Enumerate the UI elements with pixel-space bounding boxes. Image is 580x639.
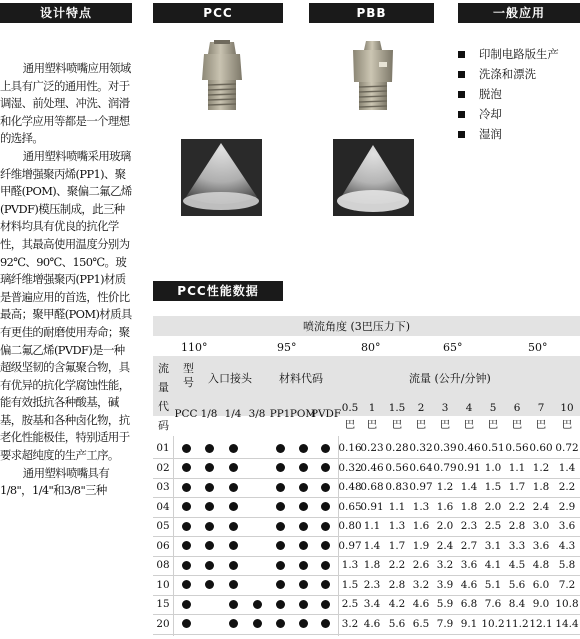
availability-dot [321,522,330,531]
flow-code: 04 [156,500,170,513]
pbb-header: PBB [309,3,434,23]
availability-dot [182,483,191,492]
availability-dot [321,502,330,511]
flow-code: 03 [156,481,170,493]
flow-value: 1.5 [341,578,359,591]
row-divider [153,478,580,479]
pcc-spray-image [181,139,262,216]
pressure-unit: 巴 [439,419,451,431]
row-divider [153,517,580,518]
flow-value: 0.51 [481,442,505,454]
paragraph-1: 通用塑料喷嘴应用领域上具有广泛的通用性。对于调湿、前处理、冲洗、润滑和化学应用等都是一个理想的选择。 [0,61,131,146]
availability-dot [182,541,191,550]
flow-code-label: 码 [158,419,169,432]
flow-value: 6.0 [532,578,550,591]
availability-dot [321,600,330,609]
row-divider [153,556,580,557]
flow-value: 1.6 [412,520,430,532]
sub-header: PP1 [269,408,291,420]
availability-dot [276,619,285,628]
spray-angle: 65° [443,341,463,354]
flow-value: 0.65 [338,500,362,513]
availability-dot [321,541,330,550]
availability-dot [182,580,191,589]
availability-dot [205,561,214,570]
availability-dot [321,619,330,628]
pressure-unit: 巴 [487,419,499,431]
flow-value: 1.4 [558,461,576,474]
paragraph-2: 通用塑料喷嘴采用玻璃纤维增强聚丙烯(PP1)、聚甲醛(POM)、聚偏二氟乙烯(PVDF)模压制成，此三种材料均具有优良的抗化学性，其最高使用温度分别为92℃、90℃、150℃。玻璃纤维增强聚丙(PP1)材质是普遍应用的首选，性价比最高；聚甲醛(POM)材质具有更佳的耐磨使用寿命；聚偏二氟乙烯(PVDF)是一种超级坚韧的含氟聚合物，具有优异的抗化学腐蚀性能，能有效抵抗各种酸基，碱基，胺基和各种卤化物，抗老化性能极佳，特别适用于要求超纯度的生产工序。 [0,148,132,463]
availability-dot [276,600,285,609]
flow-value: 4.6 [363,617,381,630]
square-bullet-icon [458,131,465,138]
flow-value: 2.2 [558,481,576,493]
flow-value: 0.68 [360,481,384,493]
availability-dot [205,463,214,472]
pressure-value: 6 [513,402,521,414]
flow-value: 9.1 [460,617,478,630]
pressure-unit: 巴 [415,419,427,431]
availability-dot [205,502,214,511]
pressure-value: 4 [465,402,473,414]
availability-dot [276,502,285,511]
sub-header: POM [289,408,317,420]
availability-dot [229,502,238,511]
flow-value: 0.32 [338,461,362,474]
general-applications-header: 一般应用 [458,3,580,23]
flow-value: 4.6 [460,578,478,591]
flow-value: 1.3 [341,559,359,571]
availability-dot [229,561,238,570]
row-divider [153,497,580,498]
flow-value: 4.2 [388,598,406,610]
flow-value: 0.46 [360,461,384,474]
pressure-value: 1 [368,402,376,414]
flow-code-label: 代 [158,400,169,413]
availability-dot [299,463,308,472]
flow-value: 2.8 [508,520,526,532]
flow-value: 0.91 [457,461,481,474]
flow-code: 01 [156,442,170,454]
sub-header: PCC [174,408,198,420]
flow-value: 1.8 [363,559,381,571]
pbb-nozzle-image [348,40,398,112]
availability-dot [299,502,308,511]
flow-code: 20 [156,617,170,630]
availability-dot [253,600,262,609]
flow-code: 06 [156,539,170,552]
applications-list [458,44,559,144]
model-label: 号 [183,376,194,389]
paragraph-3: 通用塑料喷嘴具有1/8"，1/4"和3/8"三种 [0,465,110,498]
availability-dot [229,522,238,531]
flow-code: 02 [156,461,170,474]
pressure-value: 0.5 [341,402,359,414]
pressure-unit: 巴 [511,419,523,431]
flow-value: 0.83 [385,481,409,493]
flow-value: 2.3 [460,520,478,532]
flow-value: 8.4 [508,598,526,610]
flow-value: 1.3 [412,500,430,513]
material-label: 材料代码 [279,372,323,385]
square-bullet-icon [458,91,465,98]
flow-value: 4.5 [508,559,526,571]
availability-dot [229,541,238,550]
flow-value: 0.46 [457,442,481,454]
sub-header: 3/8 [248,408,266,420]
availability-dot [182,600,191,609]
row-divider [153,575,580,576]
flow-code-label: 流 [158,362,169,375]
flow-value: 3.2 [341,617,359,630]
flow-value: 2.7 [460,539,478,552]
availability-dot [276,483,285,492]
flow-code: 08 [156,559,170,571]
flow-value: 14.4 [555,617,579,630]
flow-value: 0.32 [409,442,433,454]
availability-dot [229,619,238,628]
flow-value: 7.6 [484,598,502,610]
spray-angle: 95° [277,341,297,354]
list-item: 洗涤和漂洗 [458,64,559,84]
flow-value: 0.80 [338,520,362,532]
flow-value: 3.2 [412,578,430,591]
flow-value: 0.39 [433,442,457,454]
flow-value: 7.2 [558,578,576,591]
flow-value: 4.3 [558,539,576,552]
availability-dot [182,502,191,511]
availability-dot [182,444,191,453]
flow-code-label: 量 [158,381,169,394]
flow-value: 2.4 [532,500,550,513]
availability-dot [321,463,330,472]
flow-code: 10 [156,578,170,591]
flow-value: 3.0 [532,520,550,532]
flow-value: 0.16 [338,442,362,454]
availability-dot [299,444,308,453]
availability-dot [229,444,238,453]
pressure-unit: 巴 [344,419,356,431]
list-item: 印制电路版生产 [458,44,559,64]
flow-value: 11.2 [505,617,529,630]
flow-value: 2.3 [363,578,381,591]
flow-value: 1.6 [436,500,454,513]
flow-value: 0.97 [338,539,362,552]
flow-value: 2.2 [508,500,526,513]
flow-value: 2.2 [388,559,406,571]
availability-dot [205,541,214,550]
flow-value: 1.9 [412,539,430,552]
availability-dot [321,561,330,570]
flow-value: 0.64 [409,461,433,474]
availability-dot [229,580,238,589]
availability-dot [182,522,191,531]
list-item: 湿润 [458,124,559,144]
pressure-unit: 巴 [535,419,547,431]
flow-value: 1.3 [388,520,406,532]
flow-value: 5.9 [436,598,454,610]
flow-value: 3.9 [436,578,454,591]
flow-value: 0.56 [385,461,409,474]
availability-dot [299,483,308,492]
flow-value: 2.4 [436,539,454,552]
flow-value: 0.60 [529,442,553,454]
flow-value: 3.3 [508,539,526,552]
availability-dot [229,600,238,609]
availability-dot [276,522,285,531]
spray-angle-title: 喷流角度 (3巴压力下) [303,320,411,333]
flow-value: 9.0 [532,598,550,610]
row-divider [153,536,580,537]
list-item: 脱泡 [458,84,559,104]
sub-header: 1/8 [200,408,218,420]
flow-value: 7.9 [436,617,454,630]
flow-value: 1.1 [508,461,526,474]
availability-dot [182,561,191,570]
performance-table [153,316,580,639]
flow-value: 1.4 [363,539,381,552]
flow-value: 0.72 [555,442,579,454]
flow-value: 0.97 [409,481,433,493]
flow-value: 4.6 [412,598,430,610]
availability-dot [205,444,214,453]
row-divider [153,458,580,459]
flow-value: 3.1 [484,539,502,552]
availability-dot [299,541,308,550]
availability-dot [182,619,191,628]
flow-value: 1.2 [532,461,550,474]
flow-value: 5.1 [484,578,502,591]
flow-value: 0.48 [338,481,362,493]
pcc-nozzle-image [196,40,248,112]
availability-dot [299,522,308,531]
flow-value: 0.23 [360,442,384,454]
flow-value: 1.4 [460,481,478,493]
row-divider [153,634,580,635]
availability-dot [321,483,330,492]
availability-dot [229,463,238,472]
flow-value: 2.5 [484,520,502,532]
flow-value: 1.5 [484,481,502,493]
availability-dot [253,619,262,628]
flow-value: 2.5 [341,598,359,610]
row-divider [153,595,580,596]
flow-value: 2.0 [436,520,454,532]
design-features-header: 设计特点 [0,3,132,23]
spray-angle: 50° [528,341,548,354]
sub-header: 1/4 [224,408,242,420]
flow-value: 4.1 [484,559,502,571]
square-bullet-icon [458,111,465,118]
availability-dot [299,580,308,589]
flow-value: 1.8 [460,500,478,513]
flow-value: 3.4 [363,598,381,610]
inlet-label: 入口接头 [208,372,252,385]
flow-value: 6.5 [412,617,430,630]
flow-value: 3.2 [436,559,454,571]
availability-dot [276,561,285,570]
flow-value: 0.56 [505,442,529,454]
flow-value: 1.8 [532,481,550,493]
availability-dot [299,619,308,628]
availability-dot [276,580,285,589]
flow-value: 3.6 [558,520,576,532]
availability-dot [182,463,191,472]
flow-value: 1.2 [436,481,454,493]
pressure-unit: 巴 [391,419,403,431]
pressure-value: 10 [560,402,574,414]
flow-value: 1.0 [484,461,502,474]
availability-dot [276,541,285,550]
availability-dot [205,483,214,492]
flow-value: 3.6 [460,559,478,571]
availability-dot [321,444,330,453]
model-label: 型 [183,362,194,375]
sub-header: PVDF [311,408,342,420]
flow-value: 4.8 [532,559,550,571]
flow-code: 15 [156,598,170,610]
pressure-unit: 巴 [561,419,573,431]
flow-value: 3.6 [532,539,550,552]
flow-value: 2.9 [558,500,576,513]
flow-value: 10.2 [481,617,505,630]
flow-value: 2.0 [484,500,502,513]
flow-value: 1.1 [388,500,406,513]
flow-value: 10.8 [555,598,579,610]
pressure-value: 1.5 [388,402,406,414]
row-divider [153,614,580,615]
pbb-spray-image [333,139,414,216]
availability-dot [276,463,285,472]
pressure-value: 3 [441,402,449,414]
list-item: 冷却 [458,104,559,124]
flow-label: 流量 (公升/分钟) [409,372,491,385]
spray-angle: 110° [181,341,208,354]
flow-code: 05 [156,520,170,532]
design-features-text [0,60,132,500]
availability-dot [276,444,285,453]
square-bullet-icon [458,71,465,78]
availability-dot [299,600,308,609]
flow-value: 5.6 [508,578,526,591]
pcc-header: PCC [153,3,283,23]
flow-value: 0.28 [385,442,409,454]
flow-value: 5.6 [388,617,406,630]
flow-value: 0.79 [433,461,457,474]
availability-dot [205,580,214,589]
flow-value: 2.6 [412,559,430,571]
flow-value: 1.7 [388,539,406,552]
flow-value: 1.7 [508,481,526,493]
availability-dot [229,483,238,492]
pressure-value: 2 [417,402,425,414]
flow-value: 6.8 [460,598,478,610]
pressure-value: 7 [537,402,545,414]
flow-value: 12.1 [529,617,553,630]
availability-dot [205,522,214,531]
flow-value: 1.1 [363,520,381,532]
availability-dot [299,561,308,570]
availability-dot [321,580,330,589]
flow-value: 0.91 [360,500,384,513]
flow-value: 5.8 [558,559,576,571]
square-bullet-icon [458,51,465,58]
pcc-performance-header: PCC性能数据 [153,281,283,301]
pressure-unit: 巴 [463,419,475,431]
spray-angle: 80° [361,341,381,354]
pressure-unit: 巴 [366,419,378,431]
flow-value: 2.8 [388,578,406,591]
pressure-value: 5 [489,402,497,414]
